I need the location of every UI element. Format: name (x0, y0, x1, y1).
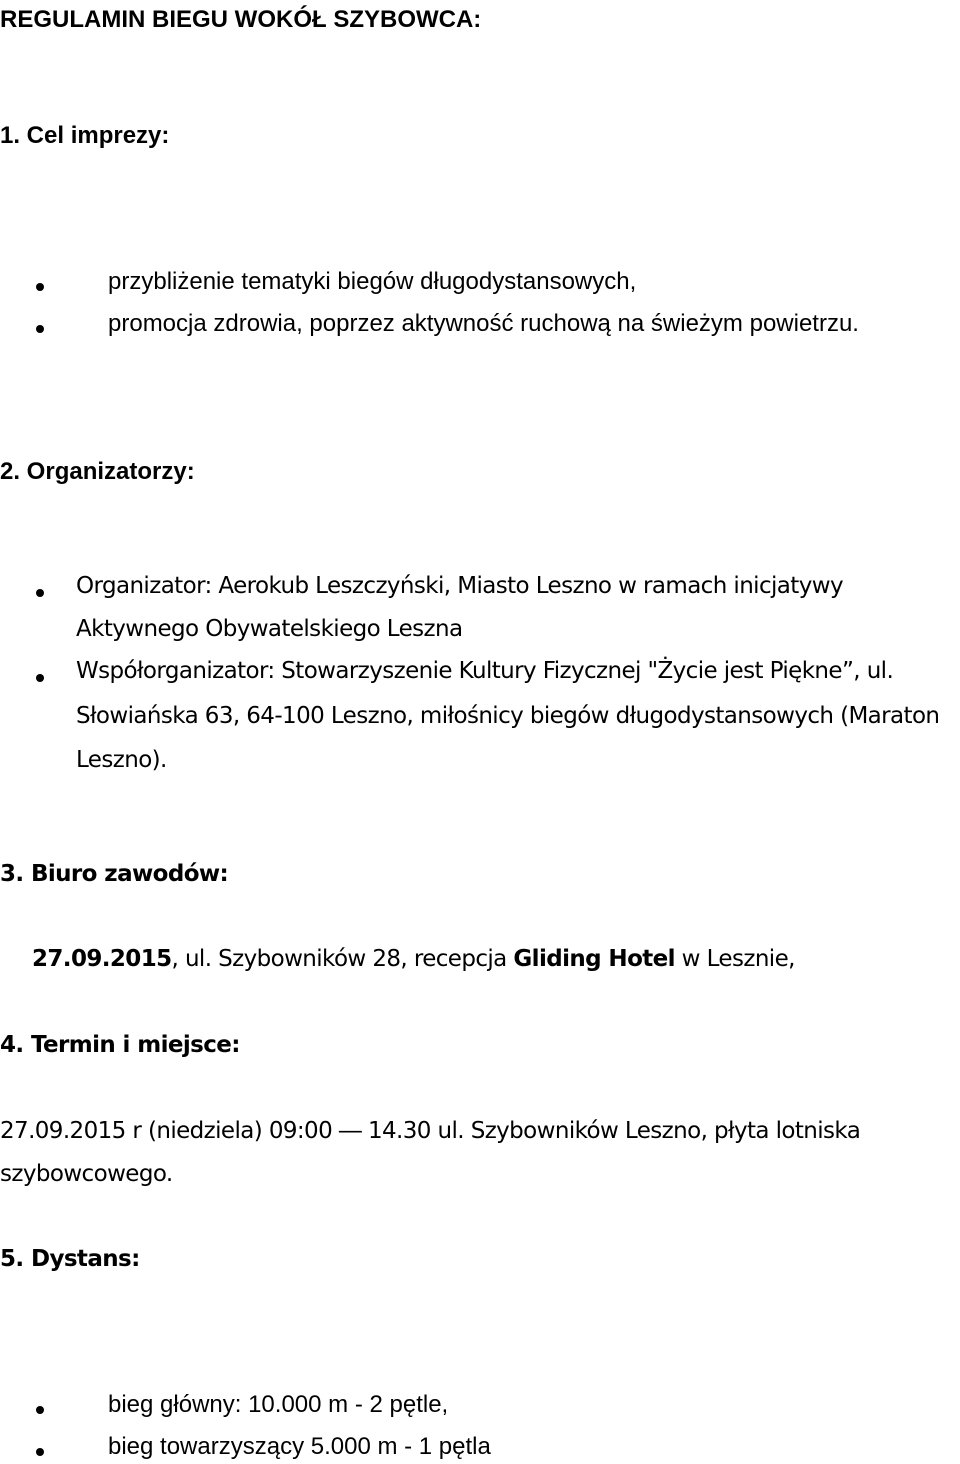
bullet-icon (36, 589, 44, 597)
document-title: REGULAMIN BIEGU WOKÓŁ SZYBOWCA: (0, 6, 482, 33)
office-date: 27.09.2015 (32, 946, 172, 972)
section-2-heading: 2. Organizatorzy: (0, 458, 195, 485)
bullet-icon (36, 674, 44, 682)
section-1-heading: 1. Cel imprezy: (0, 122, 170, 149)
schedule-line: 27.09.2015 r (niedziela) 09:00 ― 14.30 ul. Szybowników Leszno, płyta lotniska (0, 1118, 861, 1144)
schedule-line: szybowcowego. (0, 1161, 173, 1187)
list-item: bieg towarzyszący 5.000 m - 1 pętla (108, 1433, 491, 1460)
section-3-heading: 3. Biuro zawodów: (0, 861, 229, 887)
bullet-icon (36, 1448, 44, 1456)
bullet-icon (36, 1406, 44, 1414)
bullet-icon (36, 283, 44, 291)
office-city: w Lesznie, (674, 946, 795, 972)
list-item-line: Organizator: Aerokub Leszczyński, Miasto Leszno w ramach inicjatywy (76, 573, 843, 599)
list-item-line: Aktywnego Obywatelskiego Leszna (76, 616, 463, 642)
list-item-line: Leszno). (76, 747, 167, 773)
list-item-line: Współorganizator: Stowarzyszenie Kultury Fizycznej "Życie jest Piękne”, ul. (76, 658, 894, 684)
bullet-icon (36, 325, 44, 333)
section-5-heading: 5. Dystans: (0, 1246, 140, 1272)
office-hotel: Gliding Hotel (513, 946, 675, 972)
office-address: , ul. Szybowników 28, recepcja (171, 946, 514, 972)
office-details (32, 945, 795, 973)
list-item: bieg główny: 10.000 m - 2 pętle, (108, 1391, 449, 1418)
section-4-heading: 4. Termin i miejsce: (0, 1032, 240, 1058)
list-item-line: Słowiańska 63, 64-100 Leszno, miłośnicy biegów długodystansowych (Maraton (76, 703, 940, 729)
list-item: promocja zdrowia, poprzez aktywność ruchową na świeżym powietrzu. (108, 310, 859, 337)
list-item: przybliżenie tematyki biegów długodystansowych, (108, 268, 637, 295)
